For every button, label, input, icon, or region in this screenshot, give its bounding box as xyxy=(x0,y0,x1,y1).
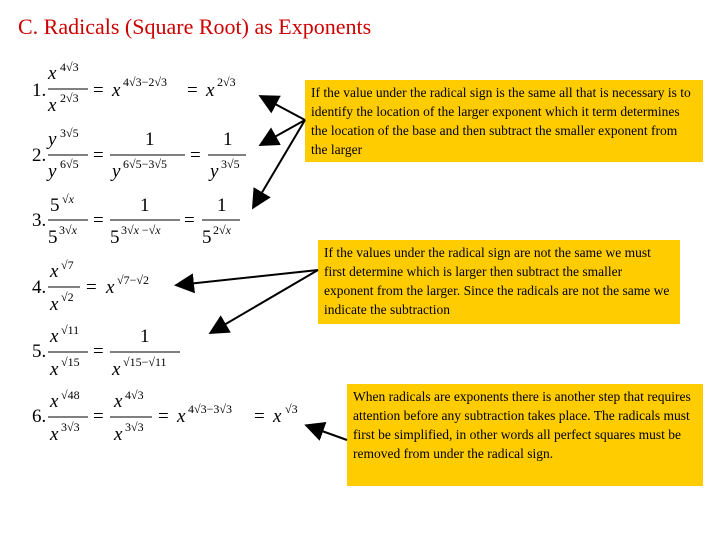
svg-text:1: 1 xyxy=(217,195,227,216)
svg-text:1: 1 xyxy=(145,129,155,150)
svg-text:√48: √48 xyxy=(61,388,80,402)
svg-text:y: y xyxy=(112,161,121,182)
svg-text:x: x xyxy=(273,406,282,427)
svg-text:2√3: 2√3 xyxy=(60,91,79,105)
svg-text:x: x xyxy=(206,80,215,101)
note-simplify-radical-text: When radicals are exponents there is another step that requires attention before any subtraction takes place. The radicals must first be simplified, in other words all perfect squares must be removed from under the radical sign. xyxy=(353,389,691,461)
svg-text:6√5−3√5: 6√5−3√5 xyxy=(123,157,167,171)
svg-text:=: = xyxy=(93,406,104,427)
svg-text:2√x: 2√x xyxy=(213,223,231,237)
svg-text:√11: √11 xyxy=(61,323,80,337)
svg-text:1.: 1. xyxy=(32,80,47,101)
arrow-note1-eq1 xyxy=(262,97,305,120)
svg-text:y: y xyxy=(48,129,57,150)
arrow-note3-eq6 xyxy=(308,426,347,440)
svg-text:√15−√11: √15−√11 xyxy=(123,355,167,369)
svg-text:y: y xyxy=(48,161,57,182)
svg-text:x: x xyxy=(48,63,57,84)
svg-text:3.: 3. xyxy=(32,210,47,231)
svg-text:x: x xyxy=(50,359,59,380)
svg-text:=: = xyxy=(187,80,198,101)
svg-text:5.: 5. xyxy=(32,341,47,362)
svg-text:3√x: 3√x xyxy=(59,223,77,237)
svg-text:x: x xyxy=(50,391,59,412)
svg-text:=: = xyxy=(254,406,265,427)
svg-text:=: = xyxy=(93,210,104,231)
svg-text:√2: √2 xyxy=(61,290,74,304)
svg-text:1: 1 xyxy=(140,195,150,216)
svg-text:3√3: 3√3 xyxy=(125,420,144,434)
svg-text:4.: 4. xyxy=(32,277,47,298)
svg-text:√3: √3 xyxy=(285,402,298,416)
svg-text:=: = xyxy=(184,210,195,231)
svg-text:x: x xyxy=(50,261,59,282)
svg-text:=: = xyxy=(93,80,104,101)
svg-text:x: x xyxy=(106,277,115,298)
svg-text:5: 5 xyxy=(50,195,60,216)
svg-text:x: x xyxy=(114,391,123,412)
svg-text:=: = xyxy=(93,145,104,166)
svg-text:√x: √x xyxy=(62,192,74,206)
svg-text:x: x xyxy=(48,95,57,116)
svg-text:2.: 2. xyxy=(32,145,47,166)
svg-text:x: x xyxy=(112,359,121,380)
svg-text:x: x xyxy=(112,80,121,101)
note-different-radical-text: If the values under the radical sign are not the same we must first determine which is larger then subtract the smaller exponent from the larger. Since the radicals are not the same we indicate the subtraction xyxy=(324,245,670,317)
svg-text:5: 5 xyxy=(202,227,212,248)
svg-text:x: x xyxy=(50,326,59,347)
svg-text:2√3: 2√3 xyxy=(217,75,236,89)
svg-text:3√5: 3√5 xyxy=(60,126,79,140)
svg-text:=: = xyxy=(93,341,104,362)
svg-text:x: x xyxy=(50,424,59,445)
svg-text:√7−√2: √7−√2 xyxy=(117,273,149,287)
svg-text:4√3−3√3: 4√3−3√3 xyxy=(188,402,232,416)
svg-text:=: = xyxy=(86,277,97,298)
svg-text:y: y xyxy=(210,161,219,182)
svg-text:x: x xyxy=(50,294,59,315)
svg-text:6√5: 6√5 xyxy=(60,157,79,171)
svg-text:x: x xyxy=(114,424,123,445)
svg-text:4√3−2√3: 4√3−2√3 xyxy=(123,75,167,89)
svg-text:=: = xyxy=(190,145,201,166)
page-title: C. Radicals (Square Root) as Exponents xyxy=(18,14,372,39)
note-same-radical-text: If the value under the radical sign is the same all that is necessary is to identify the location of the larger exponent which it term determines the location of the base and then subtract the smaller exponent from the larger xyxy=(311,85,691,157)
arrow-note1-eq3 xyxy=(254,120,305,206)
svg-text:6.: 6. xyxy=(32,406,47,427)
svg-text:3√5: 3√5 xyxy=(221,157,240,171)
svg-text:1: 1 xyxy=(140,326,150,347)
svg-text:5: 5 xyxy=(48,227,58,248)
svg-text:√15: √15 xyxy=(61,355,80,369)
svg-text:x: x xyxy=(177,406,186,427)
svg-text:1: 1 xyxy=(223,129,233,150)
svg-text:4√3: 4√3 xyxy=(125,388,144,402)
svg-text:3√x −√x: 3√x −√x xyxy=(121,223,161,237)
svg-text:√7: √7 xyxy=(61,258,74,272)
svg-text:5: 5 xyxy=(110,227,120,248)
svg-text:3√3: 3√3 xyxy=(61,420,80,434)
svg-text:=: = xyxy=(158,406,169,427)
svg-text:4√3: 4√3 xyxy=(60,60,79,74)
